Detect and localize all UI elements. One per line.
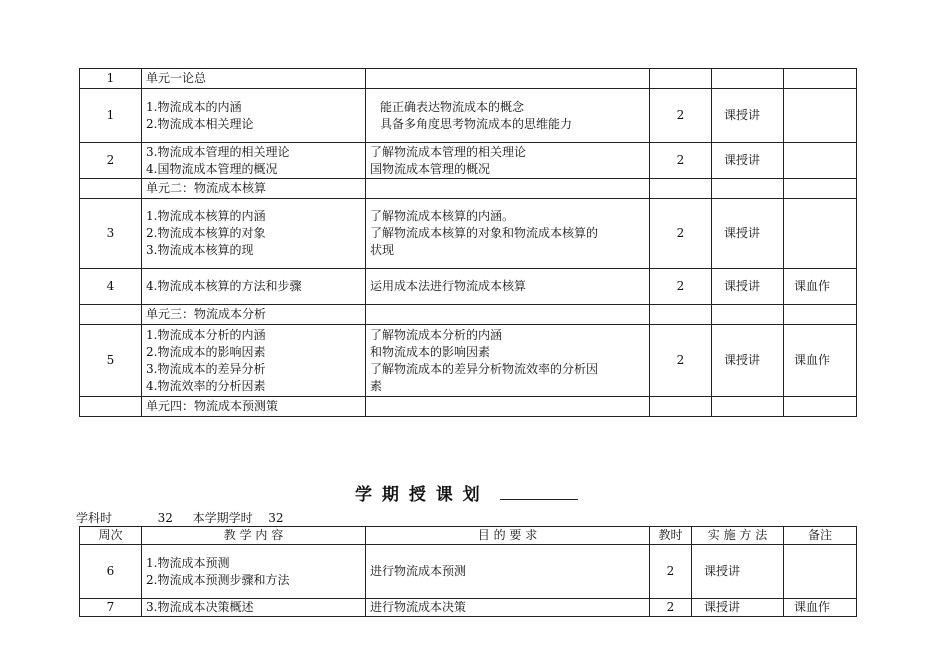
content-line: 2.物流成本预测步骤和方法 [146,572,290,587]
content-line: 3.物流成本管理的相关理论 [146,144,290,159]
header-content: 教 学 内 容 [142,527,366,545]
week-cell [80,397,142,417]
note-cell [784,305,857,325]
method-cell: 课授讲 [712,325,784,397]
goal-cell [366,179,650,199]
table-row [80,69,857,89]
note-cell [784,69,857,89]
note-cell: 课血作 [784,269,857,305]
schedule-table-continued [79,68,857,417]
method-cell [712,179,784,199]
method-cell: 课授讲 [692,599,784,617]
goal-cell [366,305,650,325]
hours-cell: 2 [650,143,712,179]
page-title: 学 期 授 课 划 [355,485,482,505]
goal-cell [366,199,650,269]
hours-cell [650,397,712,417]
goal-line: 了解物流成本管理的相关理论 [370,144,527,159]
hours-summary [76,509,284,526]
goal-cell [366,545,650,599]
table-row [80,143,857,179]
hours-cell: 2 [650,199,712,269]
semester-hours-value: 32 [268,511,284,525]
table-header-row [80,527,857,545]
method-cell [712,305,784,325]
method-cell [712,397,784,417]
method-cell: 课授讲 [712,89,784,143]
table-row [80,199,857,269]
hours-cell: 2 [650,545,692,599]
note-cell [784,397,857,417]
content-cell [142,599,366,617]
total-hours-label: 学科时 [76,511,113,525]
content-cell [142,69,366,89]
content-cell [142,89,366,143]
goal-line: 能正确表达物流成本的概念 [380,99,525,114]
note-cell [784,199,857,269]
week-cell: 6 [80,545,142,599]
note-cell [784,545,857,599]
goal-line: 了解物流成本的差异分析物流效率的分析因 [370,361,599,376]
hours-cell: 2 [650,325,712,397]
hours-cell: 2 [650,599,692,617]
content-line: 3.物流成本决策概述 [146,600,254,614]
semester-hours-label: 本学期学时 [192,511,253,525]
week-cell: 7 [80,599,142,617]
goal-line: 了解物流成本分析的内涵 [370,327,503,342]
table-row [80,269,857,305]
content-line: 单元一论总 [146,71,207,85]
goal-line: 运用成本法进行物流成本核算 [370,279,527,293]
content-cell [142,305,366,325]
content-cell [142,325,366,397]
header-note: 备注 [784,527,857,545]
week-cell: 1 [80,69,142,89]
content-line: 单元四：物流成本预测策 [146,399,279,413]
header-hours: 教时 [650,527,692,545]
note-cell: 课血作 [784,599,857,617]
method-cell: 课授讲 [712,143,784,179]
goal-cell [366,325,650,397]
content-cell [142,397,366,417]
method-cell: 课授讲 [712,199,784,269]
header-week: 周次 [80,527,142,545]
hours-cell: 2 [650,269,712,305]
goal-cell [366,143,650,179]
goal-line: 进行物流成本预测 [370,564,467,578]
content-line: 1.物流成本核算的内涵 [146,209,266,223]
content-cell [142,179,366,199]
header-goal: 目 的 要 求 [366,527,650,545]
method-cell: 课授讲 [692,545,784,599]
content-line: 单元二：物流成本核算 [146,181,267,195]
content-line: 1.物流成本的内涵 [146,99,242,114]
method-cell: 课授讲 [712,269,784,305]
goal-line: 状现 [370,243,395,257]
goal-cell [366,89,650,143]
header-method: 实 施 方 法 [692,527,784,545]
content-line: 4.物流成本核算的方法和步骤 [146,279,302,293]
goal-line: 具备多角度思考物流成本的思维能力 [380,116,573,131]
week-cell: 4 [80,269,142,305]
goal-line: 了解物流成本核算的内涵。 [370,209,515,223]
content-cell [142,143,366,179]
content-line: 4.国物流成本管理的概况 [146,161,278,176]
hours-cell [650,69,712,89]
week-cell [80,179,142,199]
hours-cell [650,305,712,325]
content-line: 2.物流成本核算的对象 [146,226,266,240]
goal-line: 国物流成本管理的概况 [370,161,491,176]
content-cell [142,545,366,599]
goal-cell [366,397,650,417]
goal-cell [366,599,650,617]
total-hours-value: 32 [157,511,173,525]
goal-line: 素 [370,378,383,393]
content-cell [142,199,366,269]
table-row [80,325,857,397]
note-cell [784,89,857,143]
semester-plan-table [79,526,857,617]
content-line: 1.物流成本预测 [146,555,230,570]
note-cell [784,143,857,179]
content-line: 4.物流效率的分析因素 [146,378,266,393]
table-row [80,305,857,325]
content-line: 2.物流成本相关理论 [146,116,254,131]
method-cell [712,69,784,89]
table-row [80,89,857,143]
content-cell [142,269,366,305]
goal-line: 和物流成本的影响因素 [370,344,491,359]
table-row [80,179,857,199]
content-line: 2.物流成本的影响因素 [146,344,266,359]
goal-line: 进行物流成本决策 [370,600,467,614]
table-row [80,545,857,599]
table-row [80,599,857,617]
note-cell [784,179,857,199]
goal-line: 了解物流成本核算的对象和物流成本核算的 [370,226,599,240]
content-line: 3.物流成本核算的现 [146,243,254,257]
week-cell: 3 [80,199,142,269]
note-cell: 课血作 [784,325,857,397]
content-line: 3.物流成本的差异分析 [146,361,266,376]
title-underline [500,499,578,500]
week-cell: 2 [80,143,142,179]
content-line: 单元三：物流成本分析 [146,307,267,321]
goal-cell [366,69,650,89]
week-cell: 1 [80,89,142,143]
week-cell: 5 [80,325,142,397]
goal-cell [366,269,650,305]
content-line: 1.物流成本分析的内涵 [146,327,266,342]
table-row [80,397,857,417]
week-cell [80,305,142,325]
hours-cell [650,179,712,199]
hours-cell: 2 [650,89,712,143]
